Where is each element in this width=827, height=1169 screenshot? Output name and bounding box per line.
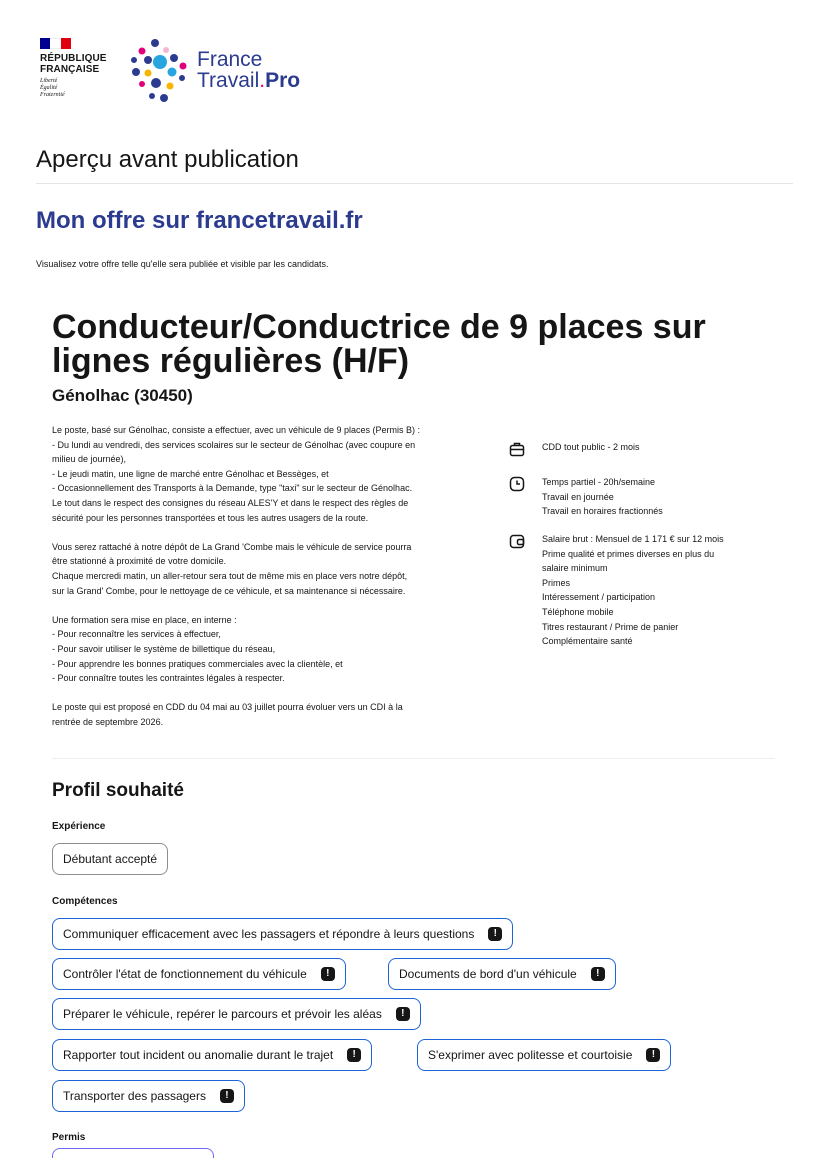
republique-francaise-logo — [40, 38, 120, 99]
competences-label: Compétences — [52, 896, 118, 907]
competence-label: Documents de bord d'un véhicule — [399, 967, 577, 981]
warning-icon: ! — [321, 967, 335, 981]
experience-chip: Débutant accepté — [52, 843, 168, 875]
competence-chip[interactable] — [52, 958, 346, 990]
republique-label: RÉPUBLIQUE FRANÇAISE — [40, 53, 107, 75]
warning-icon: ! — [220, 1089, 234, 1103]
permis-chip — [52, 1148, 214, 1158]
motto: Liberté Égalité Fraternité — [40, 78, 65, 98]
warning-icon: ! — [646, 1048, 660, 1062]
warning-icon: ! — [396, 1007, 410, 1021]
job-title: Conducteur/Conductrice de 9 places sur lignes régulières (H/F) — [52, 308, 706, 380]
page-title: Aperçu avant publication — [36, 146, 299, 173]
wallet-icon — [508, 532, 526, 550]
competence-label: Transporter des passagers — [63, 1089, 206, 1103]
profil-title: Profil souhaité — [52, 780, 184, 801]
warning-icon: ! — [488, 927, 502, 941]
competence-chip[interactable] — [52, 998, 421, 1030]
warning-icon: ! — [591, 967, 605, 981]
section-title: Mon offre sur francetravail.fr — [36, 207, 363, 234]
competence-label: Préparer le véhicule, repérer le parcours et prévoir les aléas — [63, 1007, 382, 1021]
job-description: Le poste, basé sur Génolhac, consiste a effectuer, avec un véhicule de 9 places (Permis B) : - Du lundi au vendredi, des services scolaires sur le secteur de Génolhac (avec coupure en milieu de journée), - Le jeudi matin, une ligne de marché entre Génolhac et Bessèges, et - Occasionnellement des Transports à la Demande, type "taxi" sur le secteur de Génolhac. Le tout dans le respect des consignes du réseau ALES'Y et dans le respect des règles de sécurité pour les personnes transportées et tous les autres usagers de la route. Vous serez rattaché à notre dépôt de La Grand 'Combe mais le véhicule de service pourra être stationné à proximité de votre domicile. Chaque mercredi matin, un aller-retour sera tout de même mis en place vers notre dépôt, sur la Grand' Combe, pour le nettoyage de ce véhicule, et sa maintenance si nécessaire. Une formation sera mise en place, en interne : - Pour reconnaître les services à effectuer, - Pour savoir utiliser le système de billettique du réseau, - Pour apprendre les bonnes pratiques commerciales avec la clientèle, et - Pour connaître toutes les contraintes légales à respecter. Le poste qui est proposé en CDD du 04 mai au 03 juillet pourra évoluer vers un CDI à la rentrée de septembre 2026. — [52, 425, 421, 727]
competence-label: Communiquer efficacement avec les passagers et répondre à leurs questions — [63, 927, 475, 941]
france-travail-logo-icon — [128, 38, 188, 104]
divider — [52, 758, 775, 759]
competence-label: Contrôler l'état de fonctionnement du véhicule — [63, 967, 307, 981]
permis-label: Permis — [52, 1132, 86, 1143]
french-flag-icon — [40, 38, 71, 49]
competence-chip[interactable] — [52, 1039, 372, 1071]
divider — [36, 183, 793, 184]
competence-label: Rapporter tout incident ou anomalie durant le trajet — [63, 1048, 334, 1062]
header — [40, 38, 340, 108]
competence-chip[interactable] — [52, 1080, 245, 1112]
experience-label: Expérience — [52, 821, 106, 832]
competence-chip[interactable] — [388, 958, 616, 990]
competence-chip[interactable] — [52, 918, 513, 950]
warning-icon: ! — [347, 1048, 361, 1062]
job-location: Génolhac (30450) — [52, 386, 193, 405]
competence-chip[interactable] — [417, 1039, 671, 1071]
section-description: Visualisez votre offre telle qu'elle sera publiée et visible par les candidats. — [36, 259, 329, 269]
brand-name: France Travail.Pro — [197, 48, 301, 92]
briefcase-icon — [508, 440, 526, 458]
clock-icon — [508, 475, 526, 493]
competence-label: S'exprimer avec politesse et courtoisie — [428, 1048, 633, 1062]
